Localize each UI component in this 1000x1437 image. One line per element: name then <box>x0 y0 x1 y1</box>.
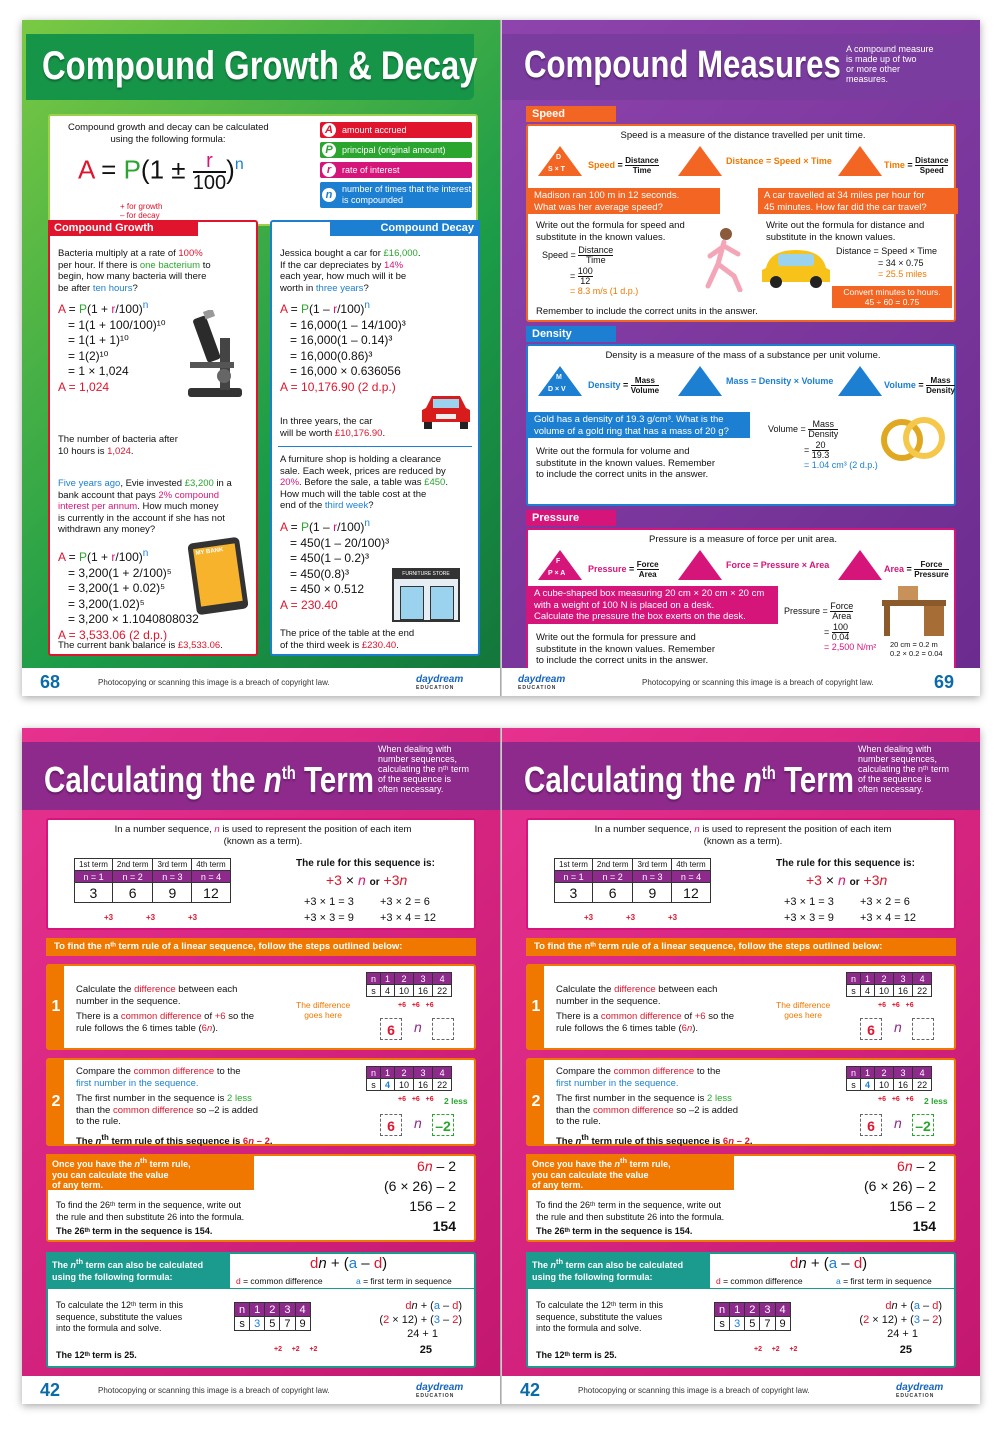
formula-work-1: dn + (a – d) <box>405 1300 462 1312</box>
speed-calc2: Distance = Speed × Time = 34 × 0.75 = 25.5 miles <box>836 246 938 279</box>
formula-nth-head: The $n^{th}$ term can also be calculated using the following formula: <box>46 1252 230 1288</box>
formula-work-4: 25 <box>419 1344 432 1356</box>
step-1-box-6: 6 <box>860 1018 882 1040</box>
step-1-text: Calculate the difference between each number in the sequence. There is a common difference of +6 so the rule follows the 6 times table (6n). <box>556 984 735 1034</box>
step-2-box-6: 6 <box>860 1114 882 1136</box>
plus6-row: +6 +6 +6 <box>398 1096 434 1103</box>
speed-q2: A car travelled at 34 miles per hour for 45 minutes. How far did the car travel? <box>758 188 958 214</box>
step-1-box-empty <box>432 1018 454 1040</box>
footer <box>22 1376 500 1404</box>
compound-growth-box <box>48 220 258 656</box>
speed-w1: Write out the formula for speed and substitute in the known values. <box>536 220 685 243</box>
rule: +3 × n or +3n <box>326 872 408 888</box>
density-triangles: M D × V Density = Mass Volume Mass = Density × Volume Volume = Mass Density <box>538 366 948 398</box>
two-less-note: 2 less <box>444 1096 468 1106</box>
decay-ans2: The price of the table at the end of the third week is £230.40. <box>280 628 415 651</box>
growth-q2: Five years ago, Evie invested £3,200 in a bank account that pays 2% compound interest per annum. How much money is currently in the account if she has not withdrawn any money? <box>58 478 232 535</box>
growth-work1: $A = P(1 + r/100)^n$ = 1(1 + 100/100)¹⁰ = 1(1 + 1)¹⁰ = 1(2)¹⁰ = 1 × 1,024 A = 1,024 <box>58 300 166 394</box>
sequence-intro: In a number sequence, n is used to represent the position of each item (known as a term). <box>594 824 892 847</box>
speed-calc1: Speed = Distance Time = $\frac{100}{12}$ = 8.3 m/s (1 d.p.) <box>542 245 639 296</box>
sequence-intro-box <box>46 818 476 930</box>
formula-work-2: (2 × 12) + (3 – 2) <box>859 1314 942 1326</box>
step-1-box-6: 6 <box>380 1018 402 1040</box>
pressure-q: A cube-shaped box measuring 20 cm × 20 cm × 20 cm with a weight of 100 N is placed on a desk. Calculate the pressure the box exerts on the desk. <box>528 586 778 624</box>
growth-q1: Bacteria multiply at a rate of 100% per hour. If there is one bacterium to begin, how many bacteria will there be after ten hours? <box>58 248 211 294</box>
step-1-table: n 1 2 3 4 s 4 10 16 22 <box>846 972 932 997</box>
page-title: Compound Growth & Decay <box>42 44 478 88</box>
intro-note: When dealing with number sequences, calculating the nᵗʰ term of the sequence is often necessary. <box>858 744 949 794</box>
step-2-box <box>526 1058 956 1146</box>
rule-check-1: +3 × 1 = 3 <box>784 896 834 908</box>
step-1-box <box>46 964 476 1050</box>
speed-remember: Remember to include the correct units in the answer. <box>536 306 758 317</box>
pressure-triangles: F P × A Pressure = Force Area Force = Pressure × Area Area = Force Pressure <box>538 550 948 582</box>
step-2-table: n 1 2 3 4 s 4 10 16 22 <box>846 1066 932 1091</box>
plus3-b: +3 <box>626 913 636 922</box>
page-number: 42 <box>520 1380 541 1400</box>
step-2-number: 2 <box>48 1060 64 1144</box>
page-title: Calculating the $n^{th}$ Term <box>524 759 854 800</box>
rule-check-1: +3 × 1 = 3 <box>304 896 354 908</box>
decay-work1: A = P(1 – r/100)$^n$ = 16,000(1 – 14/100)³ = 16,000(1 – 0.14)³ = 16,000(0.86)³ = 16,000 × 0.636056 A = 10,176.90 (2 d.p.) <box>280 300 406 394</box>
step-2-n: n <box>894 1115 902 1131</box>
speed-w2: Write out the formula for distance and substitute in the known values. <box>766 220 925 243</box>
intro-note: When dealing with number sequences, calculating the nᵗʰ term of the sequence is often necessary. <box>378 744 469 794</box>
calc-term-head: Once you have the $n^{th}$ term rule, you can calculate the value of any term. <box>46 1154 254 1190</box>
legend-n: n number of times that the interest is compounded <box>320 182 472 208</box>
step-2-n: n <box>414 1115 422 1131</box>
density-box <box>526 328 956 506</box>
step-1-text: Calculate the difference between each number in the sequence. There is a common difference of +6 so the rule follows the 6 times table (6n). <box>76 984 255 1034</box>
pressure-header: Pressure <box>526 510 616 526</box>
rule-check-3: +3 × 3 = 9 <box>304 912 354 924</box>
footer <box>22 668 500 696</box>
calc-term-ans: The 26ᵗʰ term in the sequence is 154. <box>536 1226 693 1236</box>
formula-nth-ans: The 12ᵗʰ term is 25. <box>536 1350 617 1360</box>
decay-note: – for decay <box>120 211 160 220</box>
sequence-table: 1st term 2nd term 3rd term 4th term n = 1 n = 2 n = 3 n = 4 3 6 9 12 <box>554 858 711 903</box>
page-number: 68 <box>40 672 61 692</box>
speed-triangles: D S × T Speed = Distance Time Distance = Speed × Time Time = Distance Speed <box>538 146 948 178</box>
footer <box>502 668 980 696</box>
growth-ans2: The current bank balance is £3,533.06. <box>58 640 223 651</box>
calc-term-box <box>526 1154 956 1242</box>
formula-box <box>48 114 478 226</box>
rule-check-2: +3 × 2 = 6 <box>380 896 430 908</box>
speed-q1: Madison ran 100 m in 12 seconds. What was her average speed? <box>528 188 720 214</box>
plus6-row: +6 +6 +6 <box>398 1002 434 1009</box>
steps-header: To find the nᵗʰ term rule of a linear sequence, follow the steps outlined below: <box>46 938 476 956</box>
calc-term-box <box>46 1154 476 1242</box>
calc-work-4: 154 <box>912 1218 936 1234</box>
sequence-intro-box <box>526 818 956 930</box>
copyright-note: Photocopying or scanning this image is a breach of copyright law. <box>642 678 874 687</box>
formula-intro: Compound growth and decay can be calculated using the following formula: <box>68 122 269 145</box>
pressure-calc: Pressure = Force Area = $\frac{100}{0.04}$ = 2,500 N/m² <box>784 601 877 652</box>
rule-check-4: +3 × 4 = 12 <box>860 912 916 924</box>
formula-work-1: dn + (a – d) <box>885 1300 942 1312</box>
tablet-icon: MY BANK <box>187 537 249 616</box>
decay-q1: Jessica bought a car for £16,000. If the car depreciates by 14% each year, how much will it be worth in three years? <box>280 248 421 294</box>
copyright-note: Photocopying or scanning this image is a breach of copyright law. <box>578 1386 810 1395</box>
calc-work-2: (6 × 26) – 2 <box>384 1178 456 1194</box>
step-1-number: 1 <box>528 966 544 1048</box>
step-1-box <box>526 964 956 1050</box>
page-42-left <box>22 728 500 1404</box>
decay-divider <box>278 446 472 447</box>
daydream-logo: daydream EDUCATION <box>416 674 464 691</box>
calc-work-4: 154 <box>432 1218 456 1234</box>
legend-r: r rate of interest <box>320 162 472 178</box>
plus3-b: +3 <box>146 913 156 922</box>
decay-q2: A furniture shop is holding a clearance sale. Each week, prices are reduced by 20%. Before the sale, a table was £450. How much will the table cost at the end of the third week? <box>280 454 448 511</box>
plus2-row: +2 +2 +2 <box>274 1346 318 1353</box>
legend-A: A amount accrued <box>320 122 472 138</box>
formula-work-2: (2 × 12) + (3 – 2) <box>379 1314 462 1326</box>
speed-intro: Speed is a measure of the distance travelled per unit time. <box>620 130 866 141</box>
rule-check-3: +3 × 3 = 9 <box>784 912 834 924</box>
rule-label: The rule for this sequence is: <box>776 858 915 869</box>
bottom-spread <box>22 728 980 1404</box>
shop-icon: FURNITURE STORE <box>392 568 460 622</box>
formula-nth-text: To calculate the 12ᵗʰ term in this sequence, substitute the values into the formula and solve. <box>536 1300 663 1333</box>
growth-work2: $A = P(1 + r/100)^n$ = 3,200(1 + 2/100)⁵ = 3,200(1 + 0.02)⁵ = 3,200(1.02)⁵ = 3,200 × 1.1040808032 A = 3,533.06 (2 d.p.) <box>58 548 199 642</box>
calc-term-head: Once you have the $n^{th}$ term rule, you can calculate the value of any term. <box>526 1154 734 1190</box>
step-2-table: n 1 2 3 4 s 4 10 16 22 <box>366 1066 452 1091</box>
nth-formula: dn + (a – d) <box>790 1255 868 1272</box>
desk-icon <box>880 582 948 638</box>
pressure-w: Write out the formula for pressure and substitute in the known values. Remember to include the correct units in the answer. <box>536 632 716 666</box>
formula-work-4: 25 <box>899 1344 912 1356</box>
step-2-box-minus2: –2 <box>432 1114 454 1136</box>
plus6-row: +6 +6 +6 <box>878 1002 914 1009</box>
calc-work-2: (6 × 26) – 2 <box>864 1178 936 1194</box>
step-2-text: Compare the common difference to the first number in the sequence. The first number in the sequence is 2 less than the common difference so –2 is added to the rule. The $n^{th}$ term rule of this sequence is 6n – 2. <box>556 1066 753 1147</box>
convert-note: Convert minutes to hours. 45 ÷ 60 = 0.75 <box>832 286 952 308</box>
plus6-row: +6 +6 +6 <box>878 1096 914 1103</box>
calc-term-text: To find the 26ᵗʰ term in the sequence, write out the rule and then substitute 26 into the formula. <box>536 1200 725 1222</box>
intro-note: A compound measure is made up of two or more other measures. <box>846 44 934 84</box>
formula-work-3: 24 + 1 <box>887 1328 918 1340</box>
formula-nth-text: To calculate the 12ᵗʰ term in this sequence, substitute the values into the formula and solve. <box>56 1300 183 1333</box>
page-69 <box>502 20 980 696</box>
difference-note: The difference goes here <box>296 1000 351 1020</box>
decay-ans1: In three years, the car will be worth £10,176.90. <box>280 416 386 439</box>
two-less-note: 2 less <box>924 1096 948 1106</box>
step-1-number: 1 <box>48 966 64 1048</box>
decay-header: Compound Decay <box>330 220 480 236</box>
calc-work-3: 156 – 2 <box>409 1198 456 1214</box>
formula-nth-box <box>46 1252 476 1368</box>
a-definition: a = first term in sequence <box>356 1276 452 1286</box>
rule-check-2: +3 × 2 = 6 <box>860 896 910 908</box>
calc-work-1: 6n – 2 <box>417 1158 456 1174</box>
formula-nth-box <box>526 1252 956 1368</box>
density-w: Write out the formula for volume and substitute in the known values. Remember to include the correct units in the answer. <box>536 446 716 480</box>
daydream-logo: daydream EDUCATION <box>416 1382 464 1399</box>
step-2-box <box>46 1058 476 1146</box>
step-1-box-empty <box>912 1018 934 1040</box>
difference-note: The difference goes here <box>776 1000 831 1020</box>
daydream-logo: daydream EDUCATION <box>518 674 566 691</box>
copyright-note: Photocopying or scanning this image is a breach of copyright law. <box>98 1386 330 1395</box>
step-1-table: n 1 2 3 4 s 4 10 16 22 <box>366 972 452 997</box>
page-title: Calculating the $n^{th}$ Term <box>44 759 374 800</box>
legend-P: P principal (original amount) <box>320 142 472 158</box>
steps-header: To find the nᵗʰ term rule of a linear sequence, follow the steps outlined below: <box>526 938 956 956</box>
density-header: Density <box>526 326 616 342</box>
sequence-table: 1st term 2nd term 3rd term 4th term n = 1 n = 2 n = 3 n = 4 3 6 9 12 <box>74 858 231 903</box>
a-definition: a = first term in sequence <box>836 1276 932 1286</box>
plus3-a: +3 <box>104 913 114 922</box>
rule-label: The rule for this sequence is: <box>296 858 435 869</box>
formula-nth-ans: The 12ᵗʰ term is 25. <box>56 1350 137 1360</box>
d-definition: d = common difference <box>236 1276 323 1286</box>
sequence-intro: In a number sequence, n is used to represent the position of each item (known as a term). <box>114 824 412 847</box>
formula-nth-head: The $n^{th}$ term can also be calculated using the following formula: <box>526 1252 710 1288</box>
page-number: 69 <box>934 672 955 692</box>
rule: +3 × n or +3n <box>806 872 888 888</box>
growth-note: + for growth <box>120 202 163 211</box>
speed-box <box>526 108 956 322</box>
plus3-a: +3 <box>584 913 594 922</box>
density-q: Gold has a density of 19.3 g/cm³. What is the volume of a gold ring that has a mass of 20 g? <box>528 412 750 438</box>
growth-ans1: The number of bacteria after 10 hours is 1,024. <box>58 434 178 457</box>
formula-work-3: 24 + 1 <box>407 1328 438 1340</box>
calc-term-text: To find the 26ᵗʰ term in the sequence, write out the rule and then substitute 26 into the formula. <box>56 1200 245 1222</box>
density-intro: Density is a measure of the mass of a substance per unit volume. <box>605 350 881 361</box>
car-icon <box>420 392 472 430</box>
runner-icon <box>700 226 748 292</box>
step-2-box-6: 6 <box>380 1114 402 1136</box>
rule-check-4: +3 × 4 = 12 <box>380 912 436 924</box>
formula-divider <box>528 1288 954 1289</box>
formula-table: n 1 2 3 4 s 3 5 7 9 <box>714 1302 791 1331</box>
pressure-box <box>526 512 956 674</box>
yellow-car-icon <box>760 244 832 290</box>
formula-divider <box>48 1288 474 1289</box>
calc-term-ans: The 26ᵗʰ term in the sequence is 154. <box>56 1226 213 1236</box>
top-spread <box>22 20 980 696</box>
plus2-row: +2 +2 +2 <box>754 1346 798 1353</box>
formula-table: n 1 2 3 4 s 3 5 7 9 <box>234 1302 311 1331</box>
pressure-intro: Pressure is a measure of force per unit area. <box>649 534 837 545</box>
page-title: Compound Measures <box>524 44 841 86</box>
calc-work-1: 6n – 2 <box>897 1158 936 1174</box>
step-2-number: 2 <box>528 1060 544 1144</box>
step-1-n: n <box>414 1019 422 1035</box>
page-68 <box>22 20 500 696</box>
step-1-n: n <box>894 1019 902 1035</box>
compound-formula: A = P(1 ± $\frac{r}{100}$ )$^n$ <box>78 149 244 194</box>
growth-header: Compound Growth <box>48 220 198 236</box>
nth-formula: dn + (a – d) <box>310 1255 388 1272</box>
gold-rings-icon <box>878 412 948 464</box>
compound-decay-box <box>270 220 480 656</box>
calc-work-3: 156 – 2 <box>889 1198 936 1214</box>
page-42-right <box>502 728 980 1404</box>
decay-work2: A = P(1 – r/100)$^n$ = 450(1 – 20/100)³ = 450(1 – 0.2)³ = 450(0.8)³ = 450 × 0.512 A = 230.40 <box>280 518 390 612</box>
microscope-icon <box>182 310 248 400</box>
page-number: 42 <box>40 1380 61 1400</box>
d-definition: d = common difference <box>716 1276 803 1286</box>
speed-header: Speed <box>526 106 616 122</box>
plus3-c: +3 <box>188 913 198 922</box>
plus3-c: +3 <box>668 913 678 922</box>
step-2-text: Compare the common difference to the first number in the sequence. The first number in the sequence is 2 less than the common difference so –2 is added to the rule. The $n^{th}$ term rule of this sequence is 6n – 2. <box>76 1066 273 1147</box>
daydream-logo: daydream EDUCATION <box>896 1382 944 1399</box>
step-2-box-minus2: –2 <box>912 1114 934 1136</box>
pressure-side: 20 cm = 0.2 m 0.2 × 0.2 = 0.04 <box>890 640 943 658</box>
footer <box>502 1376 980 1404</box>
copyright-note: Photocopying or scanning this image is a breach of copyright law. <box>98 678 330 687</box>
density-calc: Volume = Mass Density = $\frac{20}{19.3}$ = 1.04 cm³ (2 d.p.) <box>768 419 878 470</box>
